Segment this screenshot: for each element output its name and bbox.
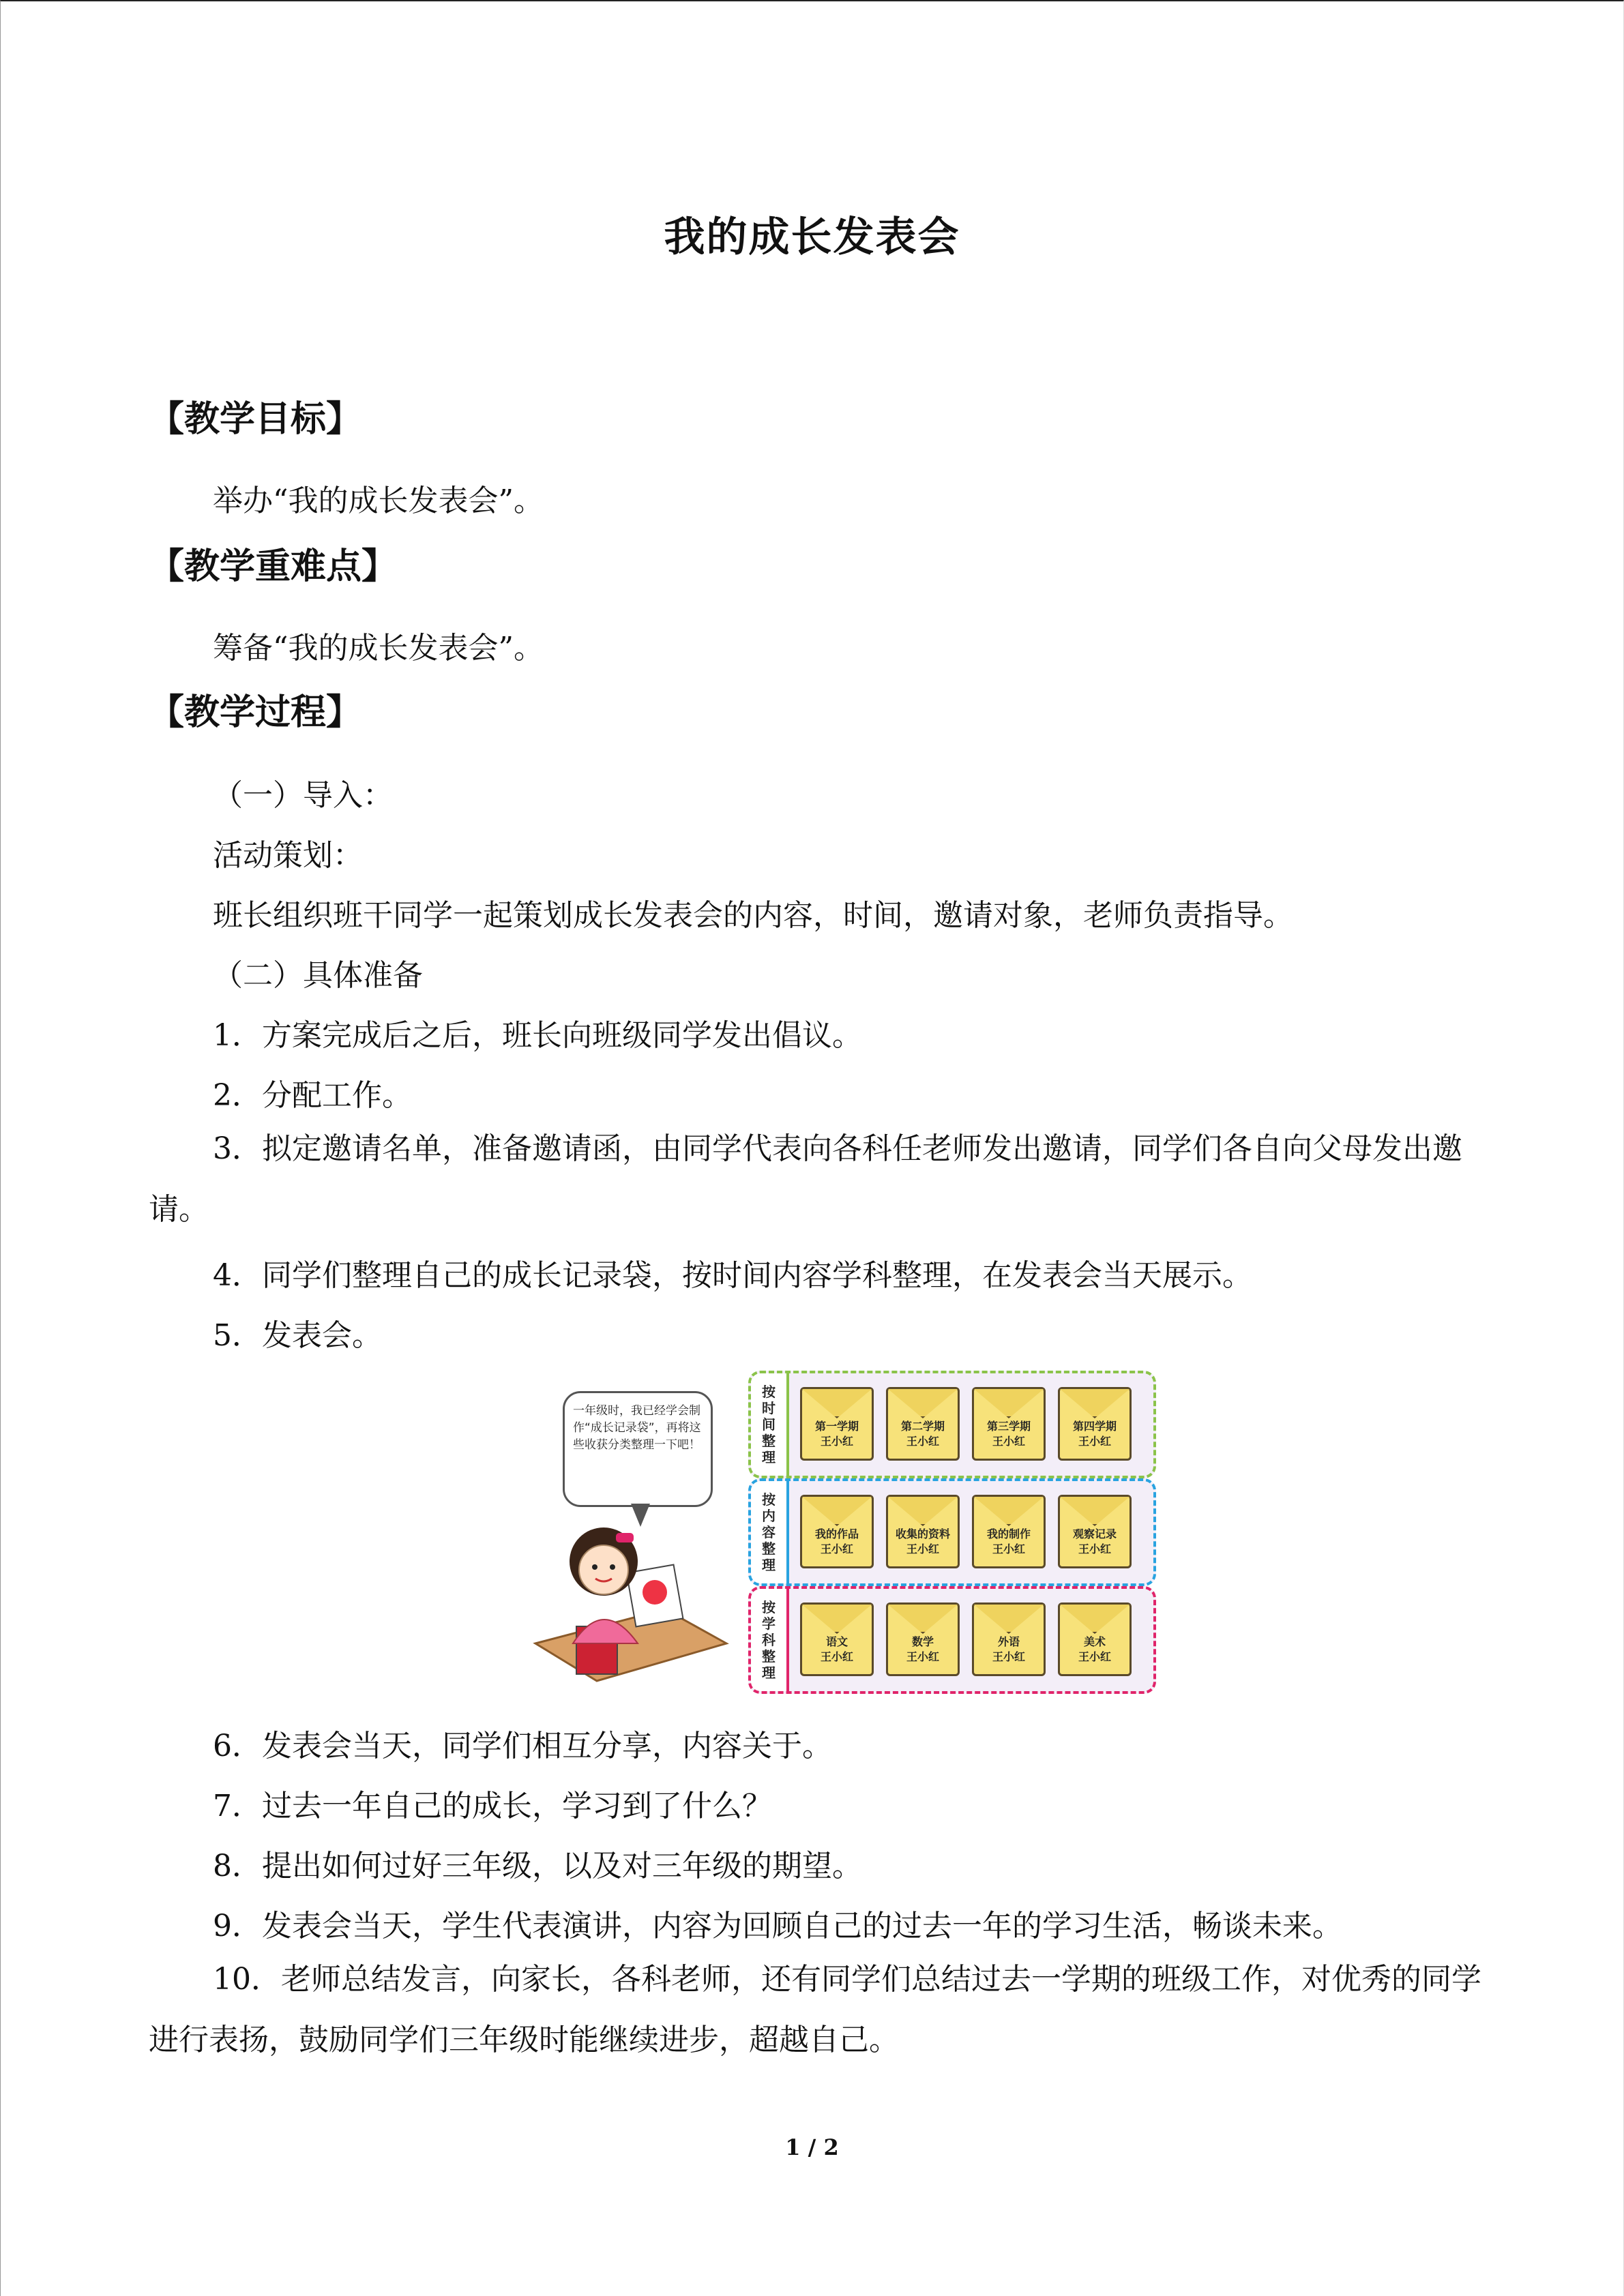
folder-row-label: 按 学 科 整 理 <box>751 1589 789 1691</box>
difficulty-text: 筹备“我的成长发表会”。 <box>213 631 544 666</box>
speech-bubble: 一年级时，我已经学会制作“成长记录袋”，再将这些收获分类整理一下吧！ <box>563 1391 713 1507</box>
page-title: 我的成长发表会 <box>664 213 960 261</box>
envelope-icon: 外语 王小红 <box>972 1602 1046 1676</box>
folder-row <box>748 1371 1156 1478</box>
folder-row-label: 按 时 间 整 理 <box>751 1373 789 1476</box>
goal-text: 举办“我的成长发表会”。 <box>213 483 544 518</box>
envelope-icon: 第一学期 王小红 <box>800 1387 874 1461</box>
envelope-icon: 我的作品 王小红 <box>800 1495 874 1568</box>
envelope-icon: 第三学期 王小红 <box>972 1387 1046 1461</box>
folder-row-label: 按 内 容 整 理 <box>751 1481 789 1583</box>
page-number: 1 / 2 <box>785 2134 839 2160</box>
process-p10: 6．发表会当天，同学们相互分享，内容关于。 <box>213 1729 832 1763</box>
growth-folder-illustration <box>508 1364 1153 1684</box>
folder-row <box>748 1586 1156 1694</box>
envelope-icon: 数学 王小红 <box>886 1602 960 1676</box>
process-p11: 7．过去一年自己的成长，学习到了什么？ <box>213 1789 772 1823</box>
envelope-icon: 第四学期 王小红 <box>1058 1387 1132 1461</box>
heading-difficulty: 【教学重难点】 <box>149 546 398 587</box>
folder-row <box>748 1478 1156 1586</box>
process-p12: 8．提出如何过好三年级，以及对三年级的期望。 <box>213 1849 862 1883</box>
envelope-icon: 观察记录 王小红 <box>1058 1495 1132 1568</box>
process-p4: （二）具体准备 <box>213 958 423 993</box>
process-p5: 1．方案完成后之后，班长向班级同学发出倡议。 <box>213 1018 862 1053</box>
envelope-icon: 我的制作 王小红 <box>972 1495 1046 1568</box>
envelope-icon: 语文 王小红 <box>800 1602 874 1676</box>
envelope-icon: 收集的资料 王小红 <box>886 1495 960 1568</box>
process-p6: 2．分配工作。 <box>213 1078 412 1113</box>
process-p13: 9．发表会当天，学生代表演讲，内容为回顾自己的过去一年的学习生活，畅谈未来。 <box>213 1909 1342 1943</box>
envelope-icon: 美术 王小红 <box>1058 1602 1132 1676</box>
girl-at-desk-icon <box>529 1507 733 1684</box>
process-p7: 3．拟定邀请名单，准备邀请函，由同学代表向各科任老师发出邀请，同学们各自向父母发出邀请。 <box>149 1131 1462 1227</box>
process-p8: 4．同学们整理自己的成长记录袋，按时间内容学科整理，在发表会当天展示。 <box>213 1258 1252 1293</box>
envelope-icon: 第二学期 王小红 <box>886 1387 960 1461</box>
heading-goal: 【教学目标】 <box>149 399 362 440</box>
heading-process: 【教学过程】 <box>149 692 362 733</box>
process-p3: 班长组织班干同学一起策划成长发表会的内容，时间，邀请对象，老师负责指导。 <box>213 898 1293 933</box>
process-p14: 10．老师总结发言，向家长，各科老师，还有同学们总结过去一学期的班级工作，对优秀的同学进行表扬，鼓励同学们三年级时能继续进步，超越自己。 <box>149 1962 1481 2057</box>
process-p2: 活动策划： <box>213 838 363 873</box>
process-p1: （一）导入： <box>213 778 393 813</box>
process-p9: 5．发表会。 <box>213 1318 382 1353</box>
